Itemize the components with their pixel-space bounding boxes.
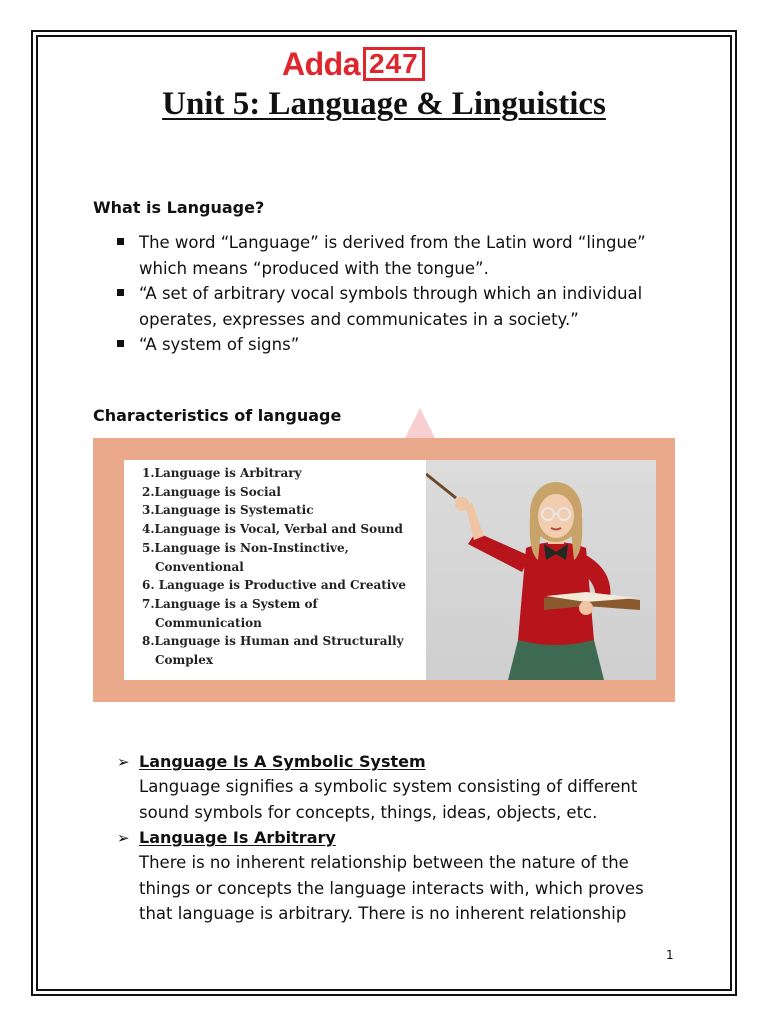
section-body: Language signifies a symbolic system consisting of different sound symbols for concepts, things, ideas, objects, etc. <box>139 777 638 822</box>
list-item: 2.Language is Social <box>142 484 281 499</box>
heading-what-is-language: What is Language? <box>93 198 265 217</box>
list-item: Complex <box>155 653 213 668</box>
definition-list <box>117 230 677 358</box>
arrow-bullet-icon: ➢ <box>117 829 130 847</box>
section-heading: Language Is A Symbolic System <box>139 752 426 771</box>
logo-word: Adda <box>282 46 360 82</box>
logo-number: 247 <box>363 47 425 81</box>
heading-characteristics: Characteristics of language <box>93 406 342 425</box>
list-item: 8.Language is Human and Structurally <box>142 634 404 649</box>
page-number: 1 <box>666 948 674 962</box>
list-item: 4.Language is Vocal, Verbal and Sound <box>142 522 403 537</box>
list-item: 7.Language is a System of <box>142 596 318 611</box>
list-item: Conventional <box>155 559 244 574</box>
teacher-photo <box>426 460 656 680</box>
teacher-illustration <box>426 460 656 680</box>
list-item-text: “A set of arbitrary vocal symbols through which an individual operates, expresses and communicates in a society.” <box>139 284 643 329</box>
square-bullet-icon <box>117 340 124 347</box>
list-item: 6. Language is Productive and Creative <box>142 578 406 593</box>
list-item <box>117 281 677 332</box>
adda247-logo <box>282 46 425 82</box>
characteristics-list-box <box>124 460 426 680</box>
list-item: 3.Language is Systematic <box>142 503 314 518</box>
list-item: Communication <box>155 615 262 630</box>
list-item-text: The word “Language” is derived from the Latin word “lingue” which means “produced with the tongue”. <box>139 233 646 278</box>
square-bullet-icon <box>117 289 124 296</box>
arrow-bullet-icon: ➢ <box>117 753 130 771</box>
section-heading: Language Is Arbitrary <box>139 828 336 847</box>
list-item-text: “A system of signs” <box>139 335 300 354</box>
list-item <box>117 332 677 358</box>
page-title: Unit 5: Language & Linguistics <box>162 86 606 122</box>
section-body: There is no inherent relationship between the nature of the things or concepts the language interacts with, which proves that language is arbitrary. There is no inherent relationship <box>139 853 644 923</box>
list-item: 5.Language is Non-Instinctive, <box>142 540 349 555</box>
square-bullet-icon <box>117 238 124 245</box>
list-item: 1.Language is Arbitrary <box>142 466 302 480</box>
list-item <box>117 230 677 281</box>
